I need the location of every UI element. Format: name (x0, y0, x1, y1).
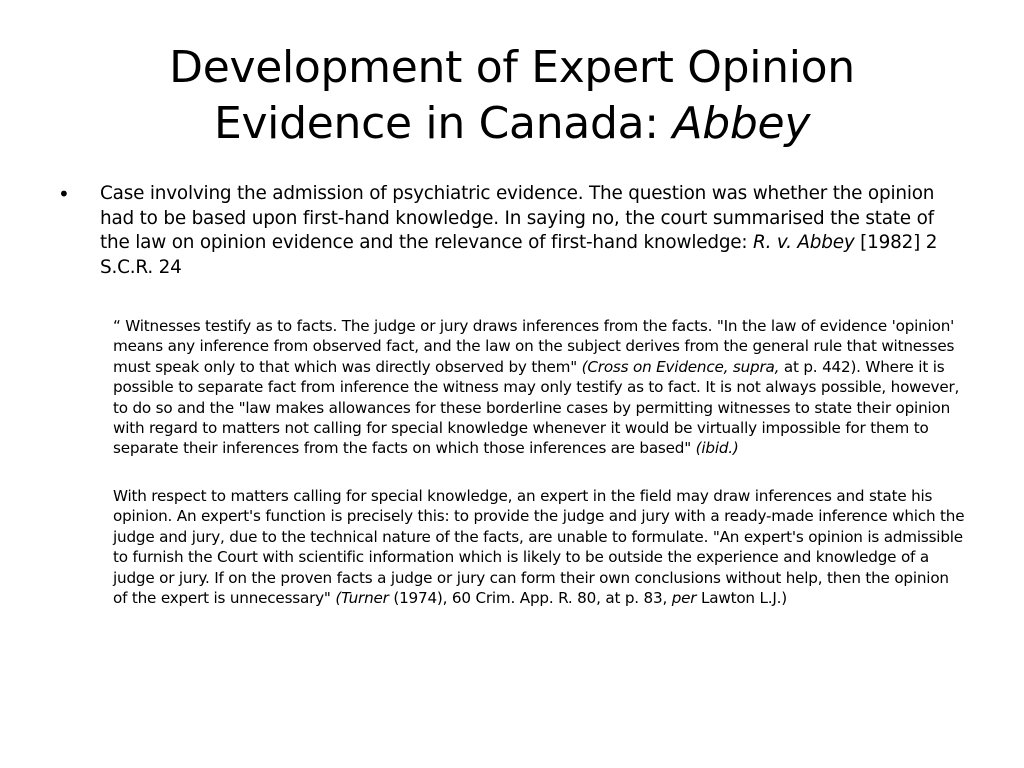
bullet-body: Case involving the admission of psychiatric evidence. The question was whether the opinion had to be based upon first-hand knowledge. In saying no, the court summarised the state of the law on opinion evidence and the relevance of first-hand knowledge: (100, 183, 935, 253)
quote1-citation-1: (Cross on Evidence, supra, (581, 357, 780, 376)
quote-paragraph-2 (113, 486, 965, 608)
quote-paragraph-1 (113, 316, 965, 459)
quote2-citation-1: (Turner (335, 589, 389, 608)
title-line-1: Development of Expert Opinion (169, 42, 855, 93)
quote1-text-1: “ Witnesses testify as to facts. The judge or jury draws inferences from the facts. "In the law of evidence 'opinion' means any inference from observed fact, and the law on the subject derives from the general rule that witnesses must speak only to that which was directly observed by them" (113, 317, 955, 376)
title-case-name: Abbey (672, 98, 811, 149)
title-line-2-prefix: Evidence in Canada: (213, 98, 673, 149)
slide-title (60, 40, 964, 152)
quote1-citation-2: (ibid.) (695, 439, 739, 458)
bullet-item (58, 182, 958, 280)
quote2-citation-2: per (671, 589, 697, 608)
case-citation-name: R. v. Abbey (753, 232, 855, 253)
quote1-text-2: at p. 442). Where it is possible to separate fact from inference the witness may only testify as to fact. It is not always possible, however, to do so and the "law makes allowances for these borderline cases by permitting witnesses to state their opinion with regard to matters not calling for special knowledge whenever it would be virtually impossible for them to separate their inferences from the facts on which those inferences are based" (113, 357, 960, 458)
quote2-text-2: (1974), 60 Crim. App. R. 80, at p. 83, (388, 589, 672, 608)
bullet-text (100, 182, 955, 280)
case-citation-reference: [1982] 2 S.C.R. 24 (100, 232, 938, 278)
bullet-icon: • (58, 182, 70, 206)
quote2-text-3: Lawton L.J.) (696, 589, 787, 608)
quote2-text-1: With respect to matters calling for special knowledge, an expert in the field may draw inferences and state his opinion. An expert's function is precisely this: to provide the judge and jury with a ready-made inference which the judge and jury, due to the technical nature of the facts, are unable to formulate. "An expert's opinion is admissible to furnish the Court with scientific information which is likely to be outside the experience and knowledge of a judge or jury. If on the proven facts a judge or jury can form their own conclusions without help, then the opinion of the expert is unnecessary" (113, 487, 965, 608)
